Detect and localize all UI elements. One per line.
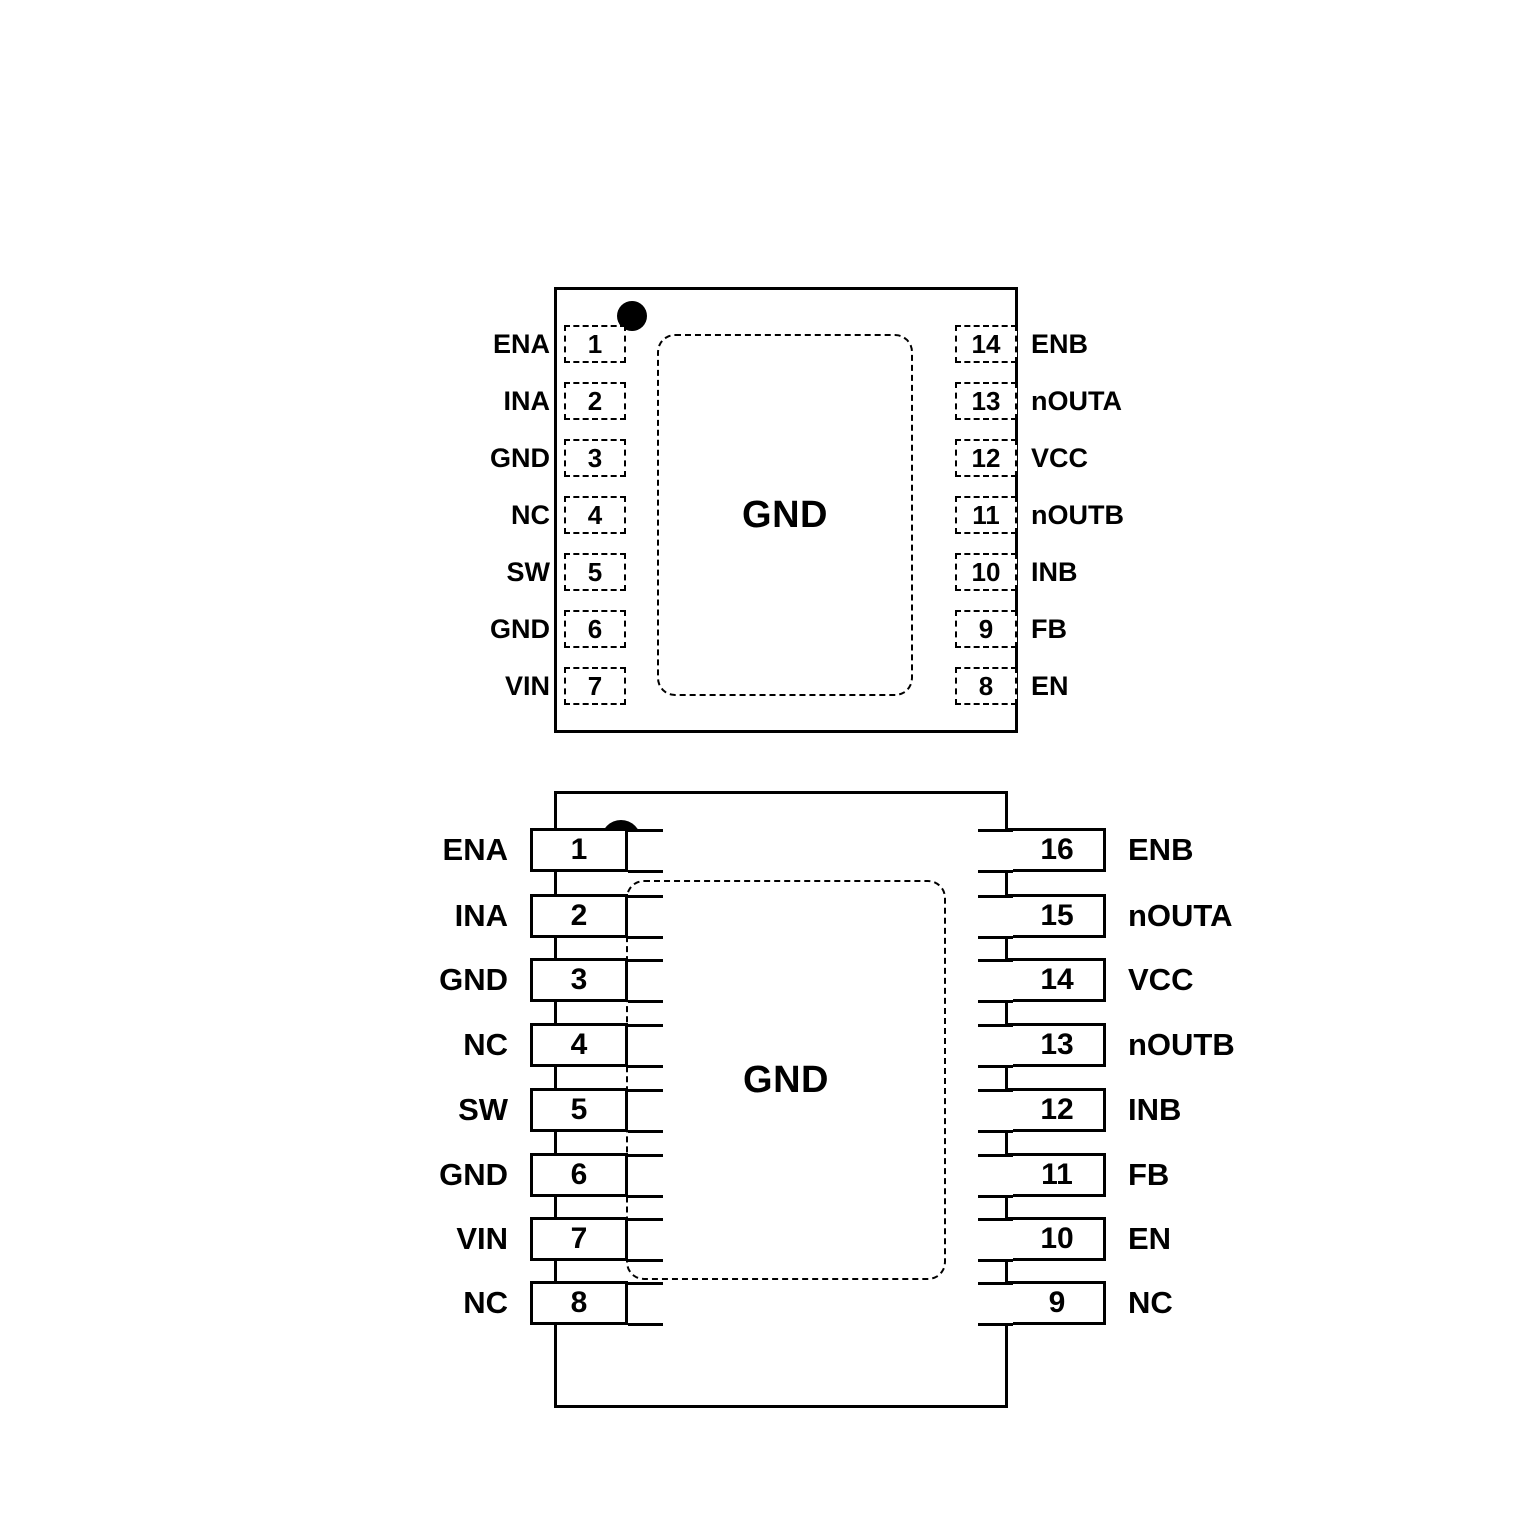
qfn14-pin-4-name: NC — [511, 499, 550, 530]
qfn14-pin-7-name: VIN — [504, 670, 550, 701]
tssop16-pin-1-pad: 1 — [530, 828, 628, 872]
tssop16-pin-5-pad: 5 — [530, 1088, 628, 1132]
tssop16-pin-1-lead — [628, 829, 663, 873]
qfn14-thermal-pad — [657, 334, 913, 696]
tssop16-pin-1-name: ENA — [442, 832, 508, 867]
tssop16-pin-5-name: SW — [458, 1092, 508, 1127]
tssop16-pin-11-lead — [978, 1154, 1013, 1198]
tssop16-pin-9-pad: 9 — [1008, 1281, 1106, 1325]
tssop16-pin-3-pad: 3 — [530, 958, 628, 1002]
tssop16-pin-4-lead — [628, 1024, 663, 1068]
tssop16-pin-15-lead — [978, 895, 1013, 939]
tssop16-pin-7-pad: 7 — [530, 1217, 628, 1261]
qfn14-pin-10-name: INB — [1031, 556, 1078, 587]
tssop16-pin-4[interactable] — [378, 1025, 628, 1065]
tssop16-pin-3-name: GND — [439, 962, 508, 997]
tssop16-pin-12[interactable] — [978, 1090, 1308, 1130]
qfn14-pin-2-pad: 2 — [564, 382, 626, 420]
tssop16-pin-16-name: ENB — [1128, 832, 1194, 867]
tssop16-pin-12-lead — [978, 1089, 1013, 1133]
tssop16-thermal-pad-label: GND — [743, 1058, 829, 1101]
tssop16-pin-14-name: VCC — [1128, 962, 1194, 997]
qfn14-pin-5[interactable] — [430, 552, 626, 592]
tssop16-pin-15-pad: 15 — [1008, 894, 1106, 938]
tssop16-pin-6[interactable] — [378, 1155, 628, 1195]
tssop16-pin-1[interactable] — [378, 830, 628, 870]
qfn14-pin-3[interactable] — [430, 438, 626, 478]
tssop16-pin-9[interactable] — [978, 1283, 1308, 1323]
tssop16-pin-16-lead — [978, 829, 1013, 873]
tssop16-pin-13[interactable] — [978, 1025, 1308, 1065]
tssop16-pin-14[interactable] — [978, 960, 1308, 1000]
qfn14-pin-12-name: VCC — [1031, 442, 1089, 473]
qfn14-pin-3-pad: 3 — [564, 439, 626, 477]
tssop16-pin-12-name: INB — [1128, 1092, 1182, 1127]
tssop16-pin-15[interactable] — [978, 896, 1308, 936]
tssop16-pin-7[interactable] — [378, 1219, 628, 1259]
qfn14-pin-10-pad: 10 — [955, 553, 1017, 591]
qfn14-pin-13[interactable] — [955, 381, 1191, 421]
qfn14-pin-5-pad: 5 — [564, 553, 626, 591]
qfn14-pin-11-name: nOUTB — [1031, 499, 1124, 530]
tssop16-pin-10-name: EN — [1128, 1221, 1172, 1256]
qfn14-pin-3-name: GND — [490, 442, 550, 473]
qfn14-pin-7[interactable] — [430, 666, 626, 706]
tssop16-pin-2-pad: 2 — [530, 894, 628, 938]
tssop16-pin-2[interactable] — [378, 896, 628, 936]
tssop16-pin-9-name: NC — [1128, 1285, 1173, 1320]
tssop16-pin-9-lead — [978, 1282, 1013, 1326]
tssop16-pin-14-pad: 14 — [1008, 958, 1106, 1002]
tssop16-pin-2-lead — [628, 895, 663, 939]
tssop16-pin-16-pad: 16 — [1008, 828, 1106, 872]
tssop16-pin-12-pad: 12 — [1008, 1088, 1106, 1132]
qfn14-pin-10[interactable] — [955, 552, 1191, 592]
tssop16-pin-8[interactable] — [378, 1283, 628, 1323]
qfn14-pin-14-name: ENB — [1031, 328, 1089, 359]
tssop16-pin-11-name: FB — [1128, 1157, 1170, 1192]
qfn14-pin-8-name: EN — [1031, 670, 1069, 701]
tssop16-pin-4-pad: 4 — [530, 1023, 628, 1067]
tssop16-pin-13-name: nOUTB — [1128, 1027, 1235, 1062]
qfn14-pin-9-pad: 9 — [955, 610, 1017, 648]
qfn14-pin-4-pad: 4 — [564, 496, 626, 534]
qfn14-pin-12-pad: 12 — [955, 439, 1017, 477]
qfn14-pin-1-pad: 1 — [564, 325, 626, 363]
tssop16-pin-7-name: VIN — [456, 1221, 508, 1256]
tssop16-pin-8-pad: 8 — [530, 1281, 628, 1325]
qfn14-pin-11-pad: 11 — [955, 496, 1017, 534]
tssop16-pin-4-name: NC — [463, 1027, 508, 1062]
tssop16-pin-13-pad: 13 — [1008, 1023, 1106, 1067]
tssop16-pin-3[interactable] — [378, 960, 628, 1000]
tssop16-pin-2-name: INA — [454, 898, 508, 933]
qfn14-pin-14-pad: 14 — [955, 325, 1017, 363]
qfn14-pin-9[interactable] — [955, 609, 1191, 649]
qfn14-pin-6-name: GND — [490, 613, 550, 644]
qfn14-pin-5-name: SW — [506, 556, 550, 587]
qfn14-pin-2[interactable] — [430, 381, 626, 421]
tssop16-thermal-pad — [626, 880, 946, 1280]
qfn14-pin-13-name: nOUTA — [1031, 385, 1122, 416]
tssop16-pin-16[interactable] — [978, 830, 1308, 870]
qfn14-pin-9-name: FB — [1031, 613, 1067, 644]
tssop16-pin-11[interactable] — [978, 1155, 1308, 1195]
qfn14-pin-11[interactable] — [955, 495, 1191, 535]
tssop16-pin-3-lead — [628, 959, 663, 1003]
package-tssop16 — [0, 760, 1535, 1535]
qfn14-pin-6[interactable] — [430, 609, 626, 649]
qfn14-pin-1-name: ENA — [492, 328, 550, 359]
tssop16-pin-6-lead — [628, 1154, 663, 1198]
tssop16-pin-10-pad: 10 — [1008, 1217, 1106, 1261]
tssop16-pin-15-name: nOUTA — [1128, 898, 1233, 933]
tssop16-pin-10[interactable] — [978, 1219, 1308, 1259]
qfn14-pin-1[interactable] — [430, 324, 626, 364]
tssop16-pin-6-name: GND — [439, 1157, 508, 1192]
qfn14-thermal-pad-label: GND — [742, 493, 828, 536]
tssop16-pin-10-lead — [978, 1218, 1013, 1262]
qfn14-pin-12[interactable] — [955, 438, 1191, 478]
qfn14-pin-7-pad: 7 — [564, 667, 626, 705]
tssop16-pin-5-lead — [628, 1089, 663, 1133]
tssop16-pin-5[interactable] — [378, 1090, 628, 1130]
qfn14-pin-13-pad: 13 — [955, 382, 1017, 420]
qfn14-pin-14[interactable] — [955, 324, 1191, 364]
tssop16-pin-8-lead — [628, 1282, 663, 1326]
tssop16-pin-6-pad: 6 — [530, 1153, 628, 1197]
qfn14-pin-2-name: INA — [503, 385, 550, 416]
tssop16-pin-14-lead — [978, 959, 1013, 1003]
qfn14-pin-6-pad: 6 — [564, 610, 626, 648]
tssop16-pin-7-lead — [628, 1218, 663, 1262]
tssop16-pin-13-lead — [978, 1024, 1013, 1068]
tssop16-pin-11-pad: 11 — [1008, 1153, 1106, 1197]
qfn14-pin-8-pad: 8 — [955, 667, 1017, 705]
qfn14-pin-8[interactable] — [955, 666, 1191, 706]
tssop16-pin-8-name: NC — [463, 1285, 508, 1320]
qfn14-pin-4[interactable] — [430, 495, 626, 535]
package-qfn14 — [0, 0, 1535, 760]
